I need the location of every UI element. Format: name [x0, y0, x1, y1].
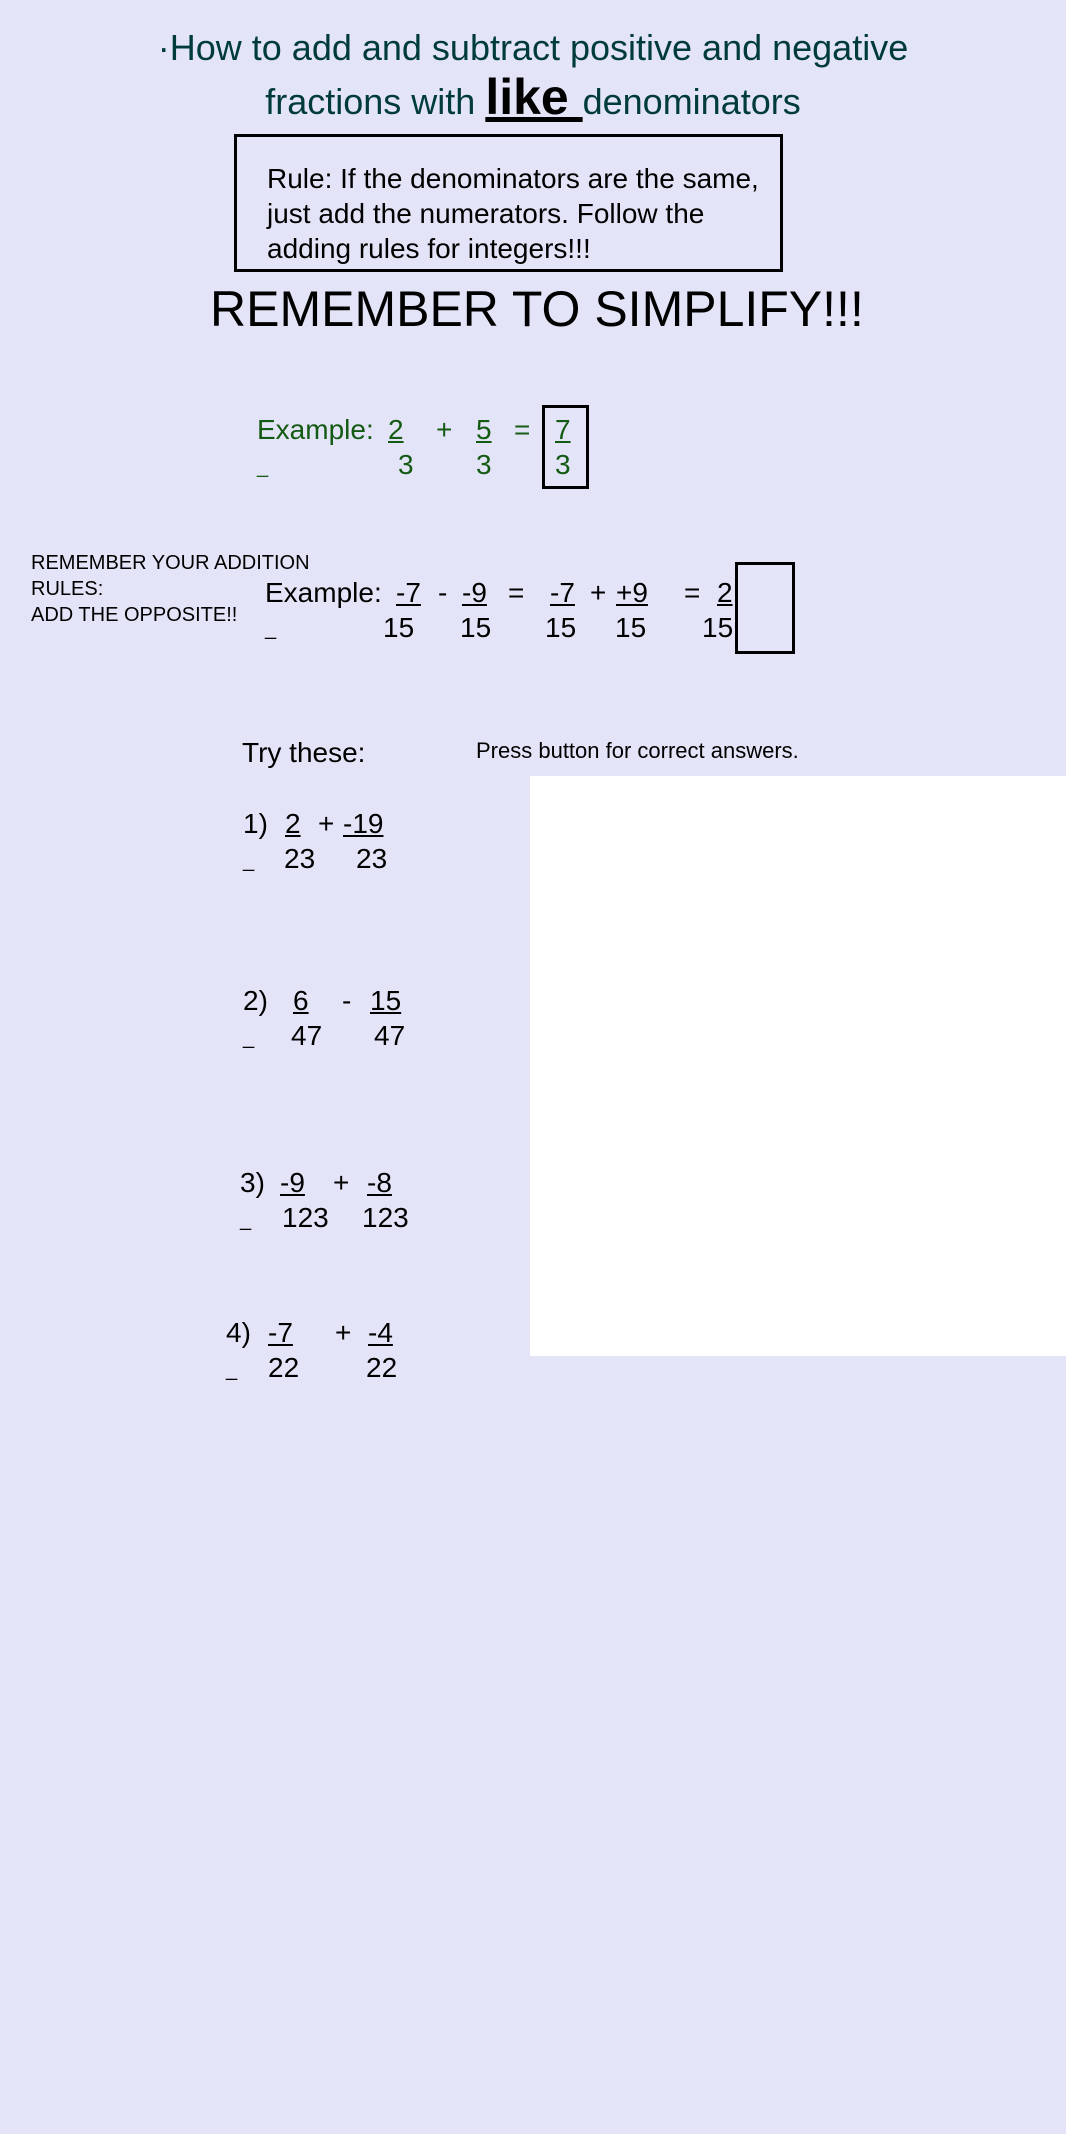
rule-text: Rule: If the denominators are the same, just add the numerators. Follow the adding rules for integers!!! — [267, 163, 759, 264]
example1-numerator-2: 5 — [476, 414, 492, 445]
problem-3-denominator-1: 123 — [282, 1202, 329, 1233]
problem-3-numerator-1: -9 — [280, 1167, 305, 1198]
problem-2-dash: _ — [243, 1027, 255, 1049]
problem-3-operator: + — [333, 1167, 350, 1198]
example2-result-numerator: 2 — [717, 577, 733, 608]
example2-denominator-4: 15 — [615, 612, 647, 643]
problem-4-operator: + — [335, 1317, 352, 1348]
problem-4-denominator-2: 22 — [366, 1352, 398, 1383]
problem-3-numerator-2: -8 — [367, 1167, 392, 1198]
problem-4-dash: _ — [226, 1359, 238, 1381]
rule-box — [234, 134, 783, 272]
example2-equals-2: = — [684, 577, 701, 608]
problem-1-dash: _ — [243, 850, 255, 872]
problem-2-denominator-2: 47 — [374, 1020, 406, 1051]
problem-1-numerator-1: 2 — [285, 808, 301, 839]
problem-4-denominator-1: 22 — [268, 1352, 300, 1383]
problem-2-denominator-1: 47 — [291, 1020, 323, 1051]
problem-4-number: 4) — [226, 1317, 251, 1348]
example1-equals: = — [514, 414, 531, 445]
addition-rules-line-3: ADD THE OPPOSITE!! — [31, 604, 238, 626]
problem-1-numerator-2: -19 — [343, 808, 384, 839]
example2-answer-box — [735, 562, 795, 654]
example2-operator-1: - — [438, 577, 448, 608]
title-line-2-post: denominators — [582, 81, 801, 122]
title-line-2-pre: fractions with — [265, 81, 486, 122]
example1-denominator-2: 3 — [476, 449, 492, 480]
example2-denominator-1: 15 — [383, 612, 415, 643]
example2-dash: _ — [265, 618, 277, 640]
simplify-reminder: REMEMBER TO SIMPLIFY!!! — [210, 281, 864, 337]
title-line-2 — [0, 70, 1066, 129]
example1-result-denominator: 3 — [555, 449, 571, 480]
example1-numerator-1: 2 — [388, 414, 404, 445]
problem-1-number: 1) — [243, 808, 268, 839]
problem-1-denominator-1: 23 — [284, 843, 316, 874]
problem-3-denominator-2: 123 — [362, 1202, 409, 1233]
problem-2-numerator-2: 15 — [370, 985, 402, 1016]
example2-result-denominator: 15 — [702, 612, 734, 643]
problem-1-operator: + — [318, 808, 335, 839]
title-line-1: ·How to add and subtract positive and negative — [157, 27, 909, 68]
example2-denominator-2: 15 — [460, 612, 492, 643]
problem-3-dash: _ — [240, 1209, 252, 1231]
example2-numerator-3: -7 — [550, 577, 575, 608]
example1-label: Example: — [257, 414, 374, 445]
addition-rules-line-1: REMEMBER YOUR ADDITION — [31, 552, 310, 574]
problem-2-operator: - — [342, 985, 352, 1016]
example2-denominator-3: 15 — [545, 612, 577, 643]
problem-2-numerator-1: 6 — [293, 985, 309, 1016]
example1-result-numerator: 7 — [555, 414, 571, 445]
problem-4-numerator-1: -7 — [268, 1317, 293, 1348]
example2-operator-2: + — [590, 577, 607, 608]
example1-operator: + — [436, 414, 453, 445]
problem-1-denominator-2: 23 — [356, 843, 388, 874]
problem-4-numerator-2: -4 — [368, 1317, 393, 1348]
problem-2-number: 2) — [243, 985, 268, 1016]
example2-numerator-2: -9 — [462, 577, 487, 608]
try-these-heading: Try these: — [242, 737, 366, 768]
answer-panel[interactable] — [530, 776, 1066, 1356]
example2-numerator-1: -7 — [396, 577, 421, 608]
example2-equals-1: = — [508, 577, 525, 608]
press-button-instruction: Press button for correct answers. — [476, 738, 799, 763]
addition-rules-line-2: RULES: — [31, 578, 104, 600]
problem-3-number: 3) — [240, 1167, 265, 1198]
example2-numerator-4: +9 — [616, 577, 648, 608]
title-emphasis-like: like — [485, 69, 583, 125]
example1-denominator-1: 3 — [398, 449, 414, 480]
example1-dash: _ — [257, 456, 269, 478]
example2-label: Example: — [265, 577, 382, 608]
